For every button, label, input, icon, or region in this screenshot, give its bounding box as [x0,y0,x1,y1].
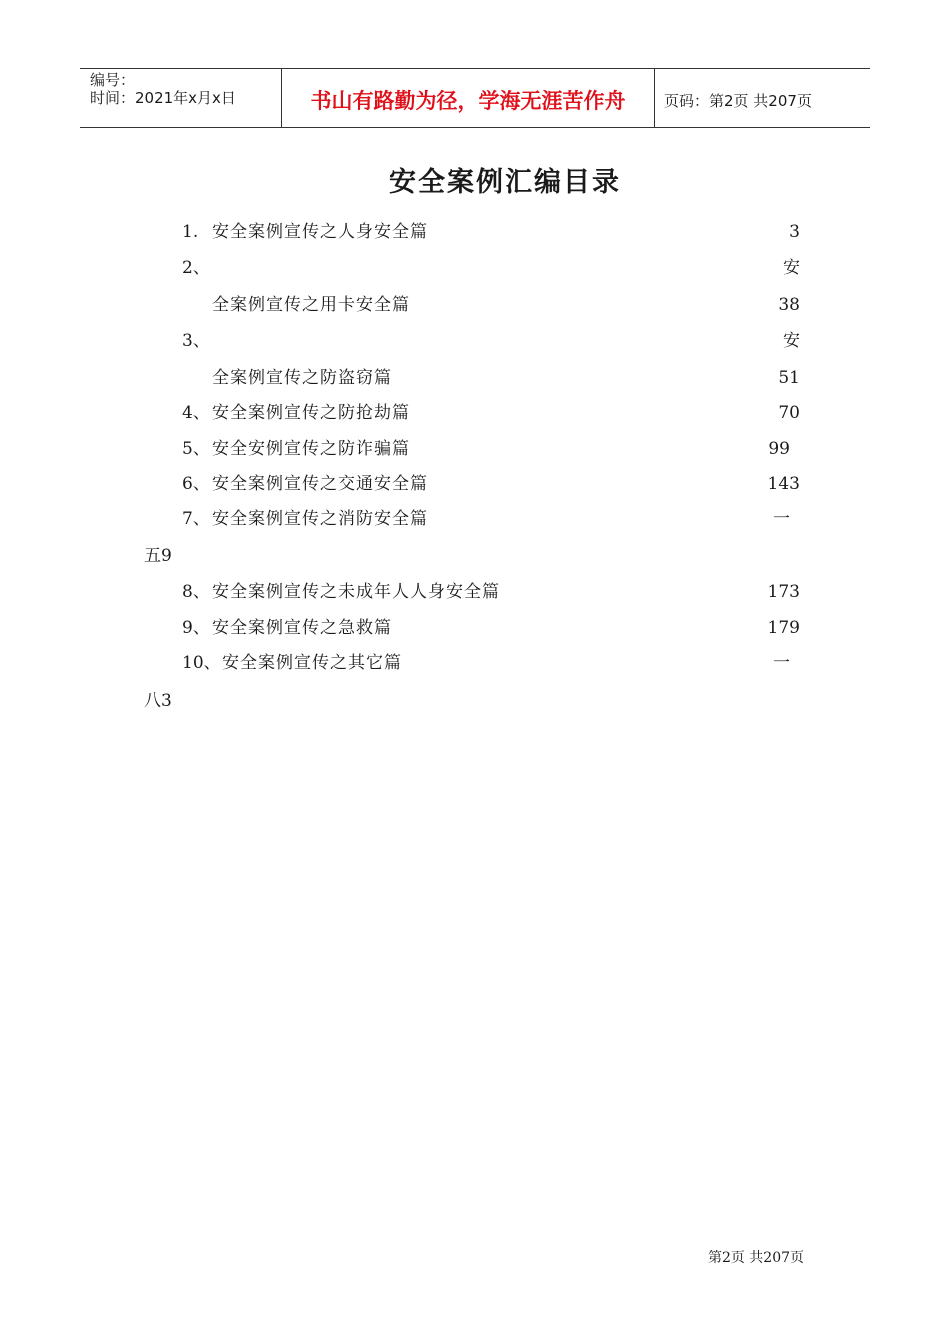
toc-entry-2-cont[interactable] [0,293,950,317]
toc-label: 安全案例宣传之其它篇 [222,653,402,673]
toc-entry-8[interactable] [0,580,950,604]
toc-entry-2[interactable] [0,256,950,280]
toc-entry-9[interactable] [0,616,950,640]
toc-page: 70 [778,403,800,423]
toc-label: 全案例宣传之防盗窃篇 [212,368,392,388]
toc-page: 一 [773,653,790,673]
toc-number: 10、 [182,653,221,673]
toc-label: 安全案例宣传之防抢劫篇 [212,403,410,423]
toc-page: 安 [783,258,800,278]
toc-entry-10-page-continuation: 八3 [144,691,172,711]
toc-number: 2、 [182,258,210,278]
toc-entry-10[interactable] [0,651,950,675]
toc-number: 8、 [182,582,210,602]
toc-number: 7、 [182,509,210,529]
toc-entry-3-cont[interactable] [0,366,950,390]
toc-label: 安全安例宣传之防诈骗篇 [212,439,410,459]
toc-page: 51 [778,368,800,388]
toc-label: 安全案例宣传之未成年人人身安全篇 [212,582,500,602]
toc-number: 3、 [182,331,210,351]
header-page-info: 页码：第2页 共207页 [664,91,812,110]
toc-page: 38 [778,295,800,315]
toc-entry-7[interactable] [0,507,950,531]
toc-label: 安全案例宣传之交通安全篇 [212,474,428,494]
toc-entry-7-page-continuation: 五9 [144,546,172,566]
toc-number: 9、 [182,618,210,638]
page-title: 安全案例汇编目录 [389,167,621,198]
toc-number: 6、 [182,474,210,494]
toc-label: 安全案例宣传之消防安全篇 [212,509,428,529]
toc-entry-6[interactable] [0,472,950,496]
toc-label: 安全案例宣传之急救篇 [212,618,392,638]
toc-page: 143 [767,474,800,494]
toc-page: 一 [773,509,790,529]
header-time-label: 时间：2021年x月x日 [90,89,236,107]
toc-label: 安全案例宣传之人身安全篇 [212,222,428,242]
toc-number: 1. [182,222,199,242]
header-motto: 书山有路勤为径，学海无涯苦作舟 [282,69,655,127]
page-footer: 第2页 共207页 [707,1250,805,1266]
page-header [80,68,870,128]
toc-page: 3 [789,222,800,242]
toc-page: 安 [783,331,800,351]
toc-number: 5、 [182,439,210,459]
header-meta [80,69,282,127]
toc-entry-3[interactable] [0,329,950,353]
header-code-label: 编号： [90,71,136,89]
toc-entry-1[interactable] [0,220,950,244]
toc-entry-5[interactable] [0,437,950,461]
toc-entry-4[interactable] [0,401,950,425]
toc-number: 4、 [182,403,210,423]
toc-page: 99 [768,439,790,459]
toc-label: 全案例宣传之用卡安全篇 [212,295,410,315]
toc-page: 179 [767,618,800,638]
toc-page: 173 [767,582,800,602]
